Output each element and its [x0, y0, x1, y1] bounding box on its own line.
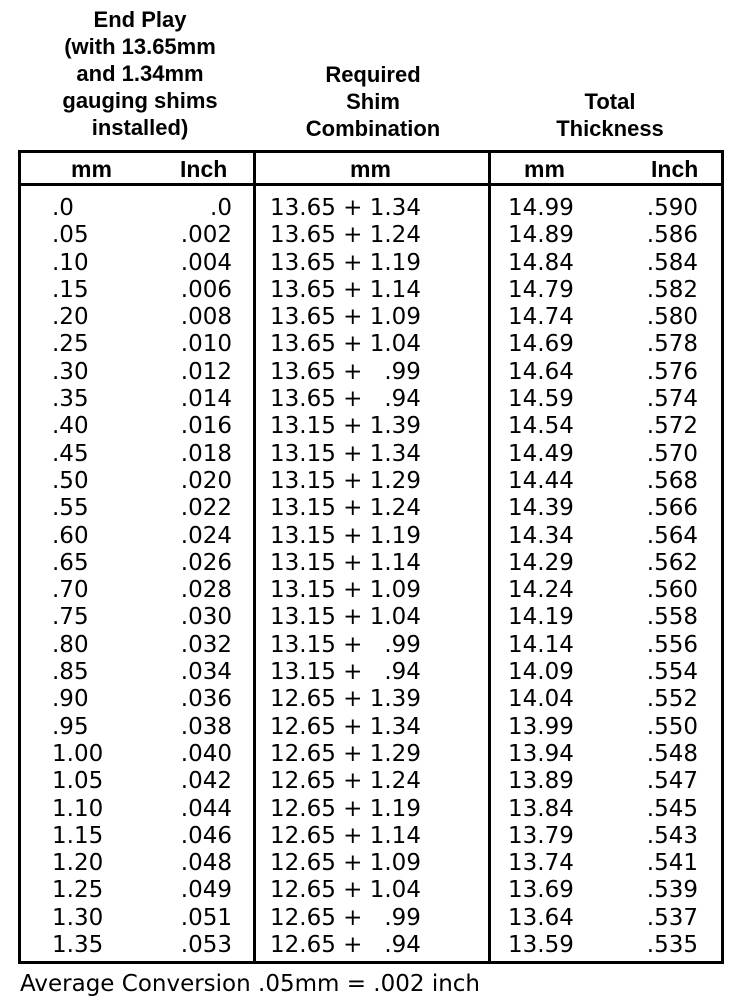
total-mm-cell: 13.64 [508, 904, 574, 931]
end-play-inch-cell: .024 [180, 522, 232, 549]
total-mm-cell: 14.09 [508, 659, 574, 686]
end-play-mm-cell: .40 [52, 413, 89, 440]
end-play-inch-cell: .053 [180, 932, 232, 959]
total-mm-cell: 13.74 [508, 850, 574, 877]
total-mm-cell: 14.49 [508, 440, 574, 467]
shim-mm-label: mm [350, 156, 391, 182]
subheader-divider [18, 183, 724, 186]
total-inch-cell: .548 [646, 740, 698, 767]
total-inch-cell: .584 [646, 249, 698, 276]
end-play-header-line: End Play [93, 7, 187, 32]
total-mm-cell: 14.84 [508, 249, 574, 276]
end-play-mm-cell: .85 [52, 659, 89, 686]
end-play-mm-cell: .30 [52, 358, 89, 385]
total-inch-cell: .590 [646, 195, 698, 221]
total-inch-cell: .568 [646, 467, 698, 494]
total-inch-cell: .552 [646, 686, 698, 713]
total-inch-cell: .545 [646, 795, 698, 822]
total-inch-column [618, 195, 698, 959]
shim-combination-cell: 13.65 + .94 [270, 386, 421, 413]
end-play-inch-cell: .010 [180, 331, 232, 358]
shim-combination-cell: 13.65 + 1.09 [270, 304, 421, 331]
total-inch-cell: .582 [646, 276, 698, 303]
total-mm-cell: 14.34 [508, 522, 574, 549]
total-inch-label: Inch [651, 156, 699, 182]
total-mm-cell: 13.79 [508, 822, 574, 849]
end-play-mm-cell: .50 [52, 467, 89, 494]
total-mm-cell: 14.24 [508, 577, 574, 604]
total-mm-cell: 14.14 [508, 631, 574, 658]
end-play-inch-cell: .036 [180, 686, 232, 713]
total-inch-cell: .541 [646, 850, 698, 877]
total-mm-cell: 14.89 [508, 222, 574, 249]
end-play-inch-cell: .051 [180, 904, 232, 931]
total-inch-cell: .535 [646, 932, 698, 959]
shim-combination-cell: 13.15 + 1.14 [270, 549, 421, 576]
end-play-inch-cell: .044 [180, 795, 232, 822]
end-play-mm-cell: 1.35 [52, 932, 104, 959]
end-play-mm-cell: .25 [52, 331, 89, 358]
total-mm-cell: 13.69 [508, 877, 574, 904]
end-play-mm-cell: .35 [52, 386, 89, 413]
end-play-inch-cell: .042 [180, 768, 232, 795]
total-inch-cell: .547 [646, 768, 698, 795]
end-play-inch-cell: .004 [180, 249, 232, 276]
shim-combination-header [273, 61, 473, 142]
end-play-inch-cell: .014 [180, 386, 232, 413]
total-inch-cell: .570 [646, 440, 698, 467]
shim-combination-cell: 13.15 + 1.24 [270, 495, 421, 522]
total-mm-cell: 14.29 [508, 549, 574, 576]
end-play-inch-cell: .0 [210, 195, 232, 221]
shim-header-line: Combination [305, 116, 441, 141]
end-play-mm-cell: 1.05 [52, 768, 104, 795]
end-play-mm-cell: .0 [52, 195, 74, 221]
end-play-inch-cell: .020 [180, 467, 232, 494]
total-mm-cell: 14.54 [508, 413, 574, 440]
total-mm-cell: 14.19 [508, 604, 574, 631]
end-play-mm-cell: .65 [52, 549, 89, 576]
shim-combination-cell: 12.65 + 1.29 [270, 740, 421, 767]
total-mm-cell: 14.59 [508, 386, 574, 413]
end-play-mm-cell: .95 [52, 713, 89, 740]
shim-combination-cell: 13.15 + 1.09 [270, 577, 421, 604]
shim-combination-cell: 12.65 + 1.39 [270, 686, 421, 713]
total-mm-cell: 13.99 [508, 713, 574, 740]
end-play-mm-cell: .10 [52, 249, 89, 276]
total-inch-cell: .539 [646, 877, 698, 904]
shim-combination-cell: 13.65 + 1.34 [270, 195, 421, 221]
shim-combination-cell: 12.65 + .94 [270, 932, 421, 959]
end-play-inch-cell: .049 [180, 877, 232, 904]
end-play-inch-cell: .018 [180, 440, 232, 467]
end-play-mm-cell: .45 [52, 440, 89, 467]
end-play-mm-cell: 1.30 [52, 904, 104, 931]
total-mm-cell: 14.39 [508, 495, 574, 522]
end-play-inch-cell: .040 [180, 740, 232, 767]
end-play-mm-cell: 1.20 [52, 850, 104, 877]
end-play-inch-cell: .034 [180, 659, 232, 686]
total-inch-cell: .556 [646, 631, 698, 658]
end-play-mm-cell: .15 [52, 276, 89, 303]
total-mm-cell: 13.84 [508, 795, 574, 822]
end-play-header [40, 6, 240, 141]
end-play-inch-cell: .016 [180, 413, 232, 440]
end-play-mm-cell: 1.25 [52, 877, 104, 904]
total-mm-cell: 13.89 [508, 768, 574, 795]
total-mm-cell: 14.04 [508, 686, 574, 713]
total-header-line: Total [584, 89, 636, 114]
end-play-header-line: (with 13.65mm [64, 34, 216, 59]
end-play-inch-label: Inch [180, 156, 228, 182]
end-play-inch-cell: .038 [180, 713, 232, 740]
end-play-inch-cell: .028 [180, 577, 232, 604]
shim-combination-cell: 13.15 + 1.04 [270, 604, 421, 631]
total-inch-cell: .558 [646, 604, 698, 631]
column-divider-right [488, 150, 491, 964]
end-play-header-line: and 1.34mm [76, 61, 204, 86]
end-play-mm-cell: .75 [52, 604, 89, 631]
shim-combination-cell: 13.15 + 1.29 [270, 467, 421, 494]
end-play-mm-cell: .60 [52, 522, 89, 549]
total-mm-cell: 14.74 [508, 304, 574, 331]
total-inch-cell: .560 [646, 577, 698, 604]
total-inch-cell: .550 [646, 713, 698, 740]
end-play-mm-cell: 1.15 [52, 822, 104, 849]
shim-combination-cell: 12.65 + .99 [270, 904, 421, 931]
end-play-mm-cell: .55 [52, 495, 89, 522]
shim-combination-cell: 13.65 + 1.14 [270, 276, 421, 303]
total-inch-cell: .566 [646, 495, 698, 522]
end-play-inch-column [150, 195, 232, 959]
shim-combination-cell: 12.65 + 1.19 [270, 795, 421, 822]
end-play-mm-cell: .70 [52, 577, 89, 604]
shim-combination-cell: 13.65 + 1.04 [270, 331, 421, 358]
total-inch-cell: .543 [646, 822, 698, 849]
shim-combination-cell: 12.65 + 1.24 [270, 768, 421, 795]
end-play-inch-cell: .012 [180, 358, 232, 385]
total-inch-cell: .554 [646, 659, 698, 686]
total-mm-cell: 14.99 [508, 195, 574, 221]
total-mm-cell: 14.79 [508, 276, 574, 303]
shim-combination-cell: 13.15 + .99 [270, 631, 421, 658]
column-divider-left [253, 150, 256, 964]
end-play-header-line: installed) [91, 115, 189, 140]
end-play-inch-cell: .022 [180, 495, 232, 522]
total-inch-cell: .572 [646, 413, 698, 440]
end-play-mm-cell: .20 [52, 304, 89, 331]
end-play-inch-cell: .048 [180, 850, 232, 877]
conversion-note: Average Conversion .05mm = .002 inch [20, 971, 481, 997]
end-play-mm-cell: .05 [52, 222, 89, 249]
end-play-mm-label: mm [71, 156, 112, 182]
shim-header-line: Required [325, 62, 421, 87]
total-inch-cell: .537 [646, 904, 698, 931]
total-inch-cell: .562 [646, 549, 698, 576]
end-play-mm-cell: 1.10 [52, 795, 104, 822]
shim-header-line: Shim [346, 89, 400, 114]
shim-combination-cell: 12.65 + 1.34 [270, 713, 421, 740]
end-play-inch-cell: .026 [180, 549, 232, 576]
end-play-mm-cell: .90 [52, 686, 89, 713]
total-inch-cell: .574 [646, 386, 698, 413]
end-play-inch-cell: .032 [180, 631, 232, 658]
end-play-header-line: gauging shims [62, 88, 218, 113]
end-play-inch-cell: .006 [180, 276, 232, 303]
shim-combination-cell: 13.65 + .99 [270, 358, 421, 385]
shim-combination-cell: 12.65 + 1.09 [270, 850, 421, 877]
shim-combination-cell: 13.65 + 1.19 [270, 249, 421, 276]
total-mm-cell: 13.59 [508, 932, 574, 959]
end-play-mm-column [52, 195, 142, 959]
end-play-inch-cell: .046 [180, 822, 232, 849]
end-play-inch-cell: .002 [180, 222, 232, 249]
shim-combination-cell: 13.15 + 1.39 [270, 413, 421, 440]
shim-combination-cell: 13.15 + .94 [270, 659, 421, 686]
total-inch-cell: .564 [646, 522, 698, 549]
total-mm-cell: 13.94 [508, 740, 574, 767]
total-inch-cell: .578 [646, 331, 698, 358]
shim-combination-cell: 13.65 + 1.24 [270, 222, 421, 249]
total-mm-column [508, 195, 598, 959]
shim-combination-cell: 12.65 + 1.04 [270, 877, 421, 904]
total-inch-cell: .586 [646, 222, 698, 249]
total-thickness-header [520, 88, 700, 142]
total-inch-cell: .576 [646, 358, 698, 385]
total-inch-cell: .580 [646, 304, 698, 331]
shim-combination-column [270, 195, 480, 959]
total-mm-label: mm [524, 156, 565, 182]
total-mm-cell: 14.69 [508, 331, 574, 358]
end-play-mm-cell: .80 [52, 631, 89, 658]
shim-combination-cell: 13.15 + 1.34 [270, 440, 421, 467]
end-play-inch-cell: .030 [180, 604, 232, 631]
total-mm-cell: 14.64 [508, 358, 574, 385]
end-play-inch-cell: .008 [180, 304, 232, 331]
shim-combination-cell: 13.15 + 1.19 [270, 522, 421, 549]
shim-combination-cell: 12.65 + 1.14 [270, 822, 421, 849]
end-play-mm-cell: 1.00 [52, 740, 104, 767]
total-header-line: Thickness [556, 116, 664, 141]
total-mm-cell: 14.44 [508, 467, 574, 494]
